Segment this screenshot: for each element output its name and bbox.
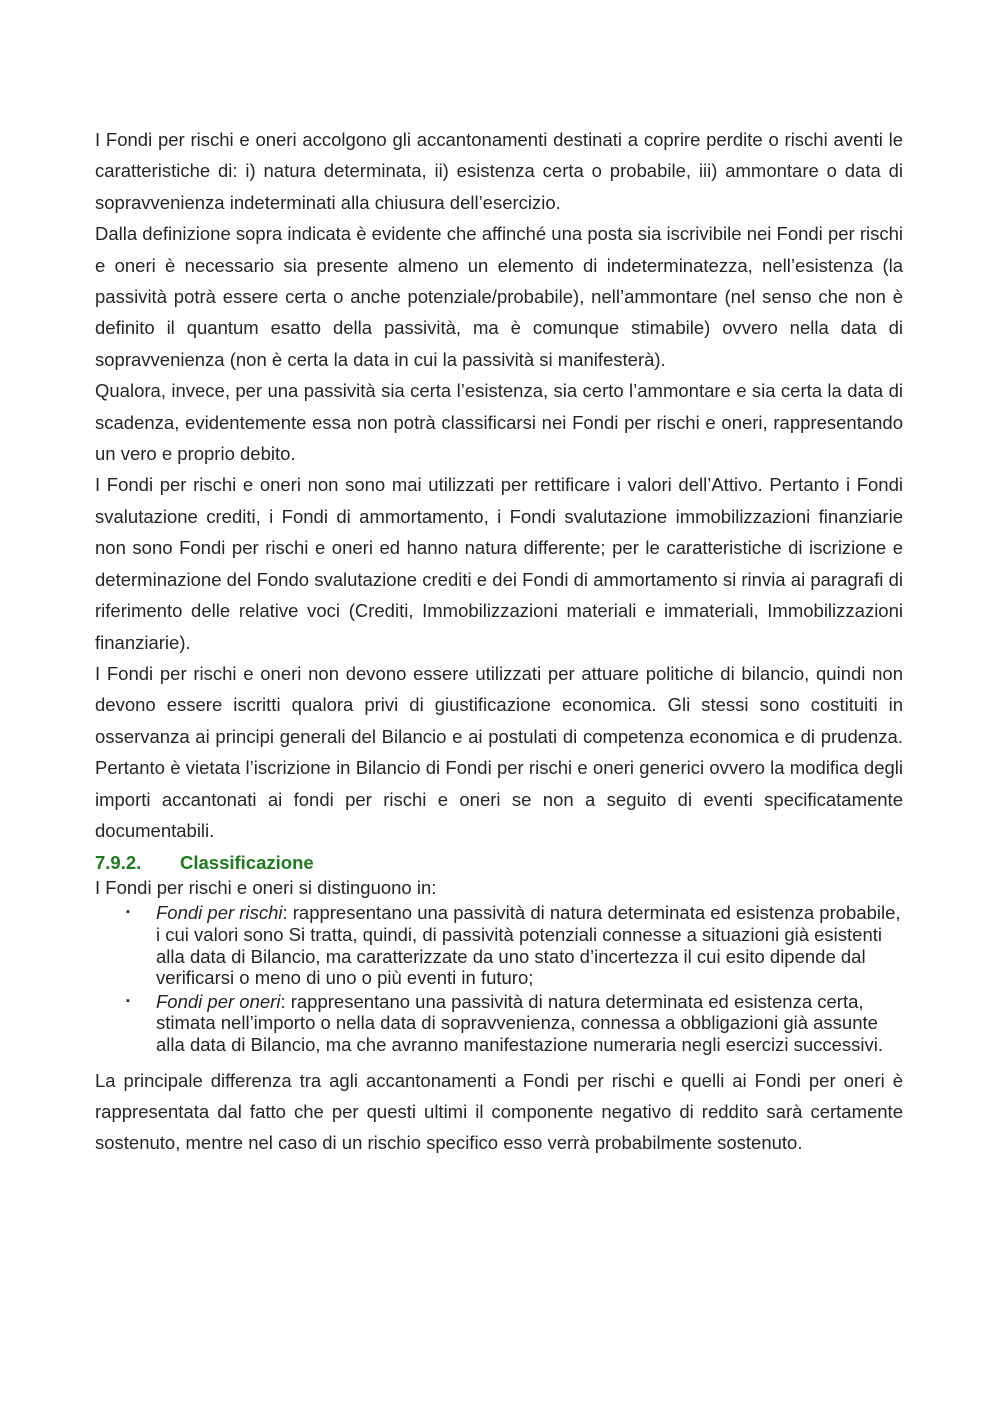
section-number: 7.9.2. — [95, 852, 142, 874]
section-heading — [95, 850, 903, 876]
paragraph: Qualora, invece, per una passività sia certa l’esistenza, sia certo l’ammontare e sia certa la data di scadenza, evidentemente essa non potrà classificarsi nei Fondi per rischi e oneri, rappresentando un vero e proprio debito. — [95, 380, 903, 465]
bullet-marker: ▪ — [126, 994, 130, 1007]
list-item — [95, 902, 903, 988]
bullet-text: : rappresentano una passività di natura determinata ed esistenza certa, stimata nell’importo o nella data di sopravvenienza, connessa a obbligazioni già assunte alla data di Bilancio, ma che avranno manifestazione numeraria negli esercizi successivi. — [156, 990, 884, 1055]
paragraph: I Fondi per rischi e oneri accolgono gli accantonamenti destinati a coprire perdite o rischi aventi le caratteristiche di: i) natura determinata, ii) esistenza certa o probabile, iii) ammontare o data di sopravvenienza indeterminati alla chiusura dell’esercizio. — [95, 129, 903, 213]
paragraph: La principale differenza tra agli accantonamenti a Fondi per rischi e quelli ai Fondi per oneri è rappresentata dal fatto che per questi ultimi il componente negativo di reddito sarà certamente sostenuto, mentre nel caso di un rischio specifico esso verrà probabilmente sostenuto. — [95, 1069, 903, 1154]
bullet-marker: ▪ — [126, 906, 130, 919]
bullet-list — [95, 902, 903, 1055]
bullet-term: Fondi per rischi — [156, 902, 283, 924]
list-item — [95, 991, 903, 1056]
document-page — [95, 124, 903, 1159]
paragraph: Dalla definizione sopra indicata è evidente che affinché una posta sia iscrivibile nei Fondi per rischi e oneri è necessario sia presente almeno un elemento di indeterminatezza, nell’esistenza (la passività potrà essere certa o anche potenziale/probabile), nell’ammontare (nel senso che non è definito il quantum esatto della passività, ma è comunque stimabile) ovvero nella data di sopravvenienza (non è certa la data in cui la passività si manifesterà). — [95, 223, 903, 370]
list-intro: I Fondi per rischi e oneri si distinguono in: — [95, 877, 437, 899]
bullet-term: Fondi per oneri — [156, 990, 281, 1012]
bullet-text: : rappresentano una passività di natura determinata ed esistenza probabile, i cui valori sono Si tratta, quindi, di passività potenziali connesse a situazioni già esistenti alla data di Bilancio, ma caratterizzate da uno stato d’incertezza il cui esito dipende dal verificarsi o meno di uno o più eventi in futuro; — [156, 902, 901, 989]
paragraph: I Fondi per rischi e oneri non devono essere utilizzati per attuare politiche di bilancio, quindi non devono essere iscritti qualora privi di giustificazione economica. Gli stessi sono costituiti in osservanza ai principi generali del Bilancio e ai postulati di competenza economica e di prudenza. Pertanto è vietata l’iscrizione in Bilancio di Fondi per rischi e oneri generici ovvero la modifica degli importi accantonati ai fondi per rischi e oneri se non a seguito di eventi specificatamente documentabili. — [95, 662, 903, 841]
section-title: Classificazione — [180, 852, 314, 874]
paragraph: I Fondi per rischi e oneri non sono mai utilizzati per rettificare i valori dell’Attivo. Pertanto i Fondi svalutazione crediti, i Fondi di ammortamento, i Fondi svalutazione immobilizzazioni finanziarie non sono Fondi per rischi e oneri ed hanno natura differente; per le caratteristiche di iscrizione e determinazione del Fondo svalutazione crediti e dei Fondi di ammortamento si rinvia ai paragrafi di riferimento delle relative voci (Crediti, Immobilizzazioni materiali e immateriali, Immobilizzazioni finanziarie). — [95, 474, 903, 653]
